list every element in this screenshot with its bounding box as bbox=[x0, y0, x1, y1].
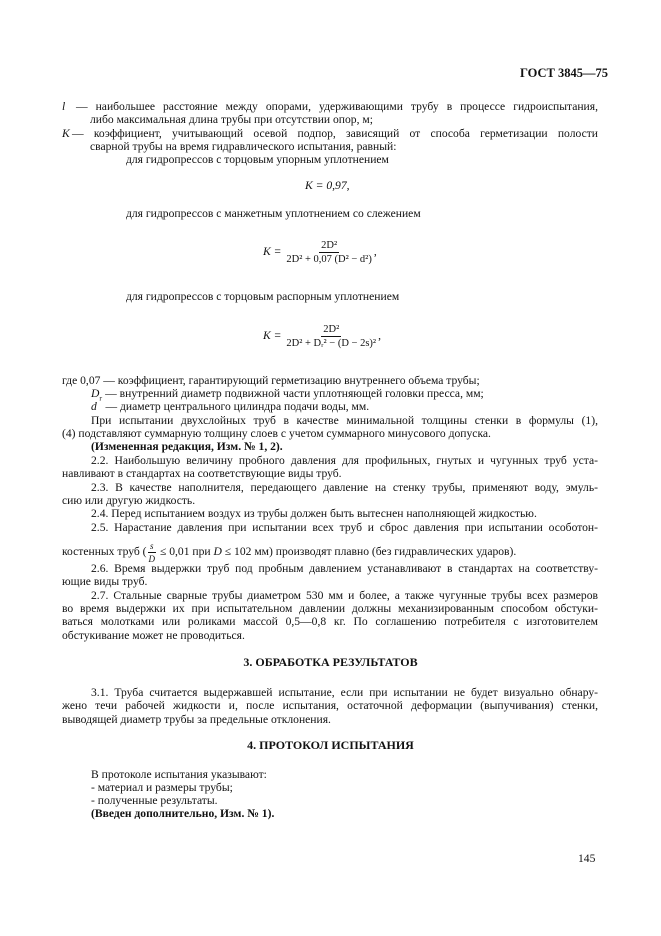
list-item: - материал и размеры трубы; bbox=[91, 781, 233, 794]
formula-comma: , bbox=[373, 245, 377, 259]
text-line bbox=[91, 400, 369, 413]
formula-numerator: 2D² bbox=[321, 240, 338, 251]
text-line: выводящей диаметр трубы за предельные отклонения. bbox=[62, 713, 331, 726]
text: костенных труб ( bbox=[62, 545, 147, 559]
section-heading-4: 4. ПРОТОКОЛ ИСПЫТАНИЯ bbox=[247, 738, 414, 752]
text-line: 2.5. Нарастание давления при испытании всех труб и сброс давления при испытании особотон- bbox=[91, 521, 598, 534]
formula-numerator: 2D² bbox=[323, 324, 340, 335]
symbol-d-small: d bbox=[91, 400, 97, 413]
formula-denominator: 2D² + 0,07 (D² − d²) bbox=[286, 254, 372, 265]
symbol-d: D bbox=[91, 387, 100, 400]
symbol-l: l bbox=[62, 100, 66, 113]
text-line: сварной трубы на время гидравлического испытания, равный: bbox=[90, 140, 397, 153]
text-line: навливают в стандартах на соответствующие виды труб. bbox=[62, 467, 342, 480]
text-line: 2.3. В качестве наполнителя, передающего давление на стенку трубы, применяют воду, эмуль- bbox=[91, 481, 598, 494]
text-line: 2.6. Время выдержки труб под пробным давлением устанавливают в стандартах на соответству- bbox=[91, 562, 598, 575]
fraction-denominator: D bbox=[148, 554, 156, 564]
formula-k-expansion bbox=[263, 324, 381, 349]
text-line: — наибольшее расстояние между опорами, удерживающими трубу в процессе гидроиспытания, bbox=[76, 100, 598, 113]
symbol-d: D bbox=[213, 545, 222, 559]
formula-lhs: K = bbox=[263, 245, 282, 259]
formula-denominator: 2D² + Dᵣ² − (D − 2s)² bbox=[286, 338, 377, 349]
text-line: (4) подставляют суммарную толщину слоев с учетом суммарного минусового допуска. bbox=[62, 427, 491, 440]
text-line: для гидропрессов с торцовым упорным уплотнением bbox=[126, 153, 389, 166]
amendment-note: (Введен дополнительно, Изм. № 1). bbox=[91, 807, 275, 820]
symbol-k: K bbox=[62, 127, 70, 140]
text-line: для гидропрессов с торцовым распорным уплотнением bbox=[126, 290, 400, 303]
fraction-numerator: s bbox=[150, 541, 154, 551]
text-line: ваться молотками или роликами массой 0,5—0,8 кг. По соглашению потребителя с изготовителем bbox=[62, 615, 598, 628]
text-line: — коэффициент, учитывающий осевой подпор, зависящий от способа герметизации полости bbox=[72, 127, 598, 140]
formula-comma: , bbox=[378, 329, 381, 343]
text-line: либо максимальная длина трубы при отсутствии опор, м; bbox=[90, 113, 373, 126]
text: ≤ 102 мм) производят плавно (без гидравлических ударов). bbox=[224, 545, 517, 559]
text-line bbox=[62, 541, 516, 564]
text-line: жено течи рабочей жидкости и, после испытания, остаточной деформации (выпучивания) стенки, bbox=[62, 699, 598, 712]
text-line: во время выдержки их при испытательном давлении должны механизированным способом обстуки- bbox=[62, 602, 598, 615]
formula-lhs: K = bbox=[263, 329, 282, 343]
text-line: В протоколе испытания указывают: bbox=[91, 768, 267, 781]
text-line: сию или другую жидкость. bbox=[62, 494, 196, 507]
text-line: 2.4. Перед испытанием воздух из трубы должен быть вытеснен наполняющей жидкостью. bbox=[91, 507, 537, 520]
definition: — внутренний диаметр подвижной части уплотняющей головки пресса, мм; bbox=[105, 387, 484, 400]
text: ≤ 0,01 при bbox=[159, 545, 211, 559]
formula-k-097: K = 0,97, bbox=[305, 179, 350, 192]
list-item: - полученные результаты. bbox=[91, 794, 218, 807]
text-line: ющие виды труб. bbox=[62, 575, 148, 588]
text-line: где 0,07 — коэффициент, гарантирующий герметизацию внутреннего объема трубы; bbox=[62, 374, 480, 387]
text-line: 2.2. Наибольшую величину пробного давления для профильных, гнутых и чугунных труб уста- bbox=[91, 454, 598, 467]
text-line: При испытании двухслойных труб в качестве минимальной толщины стенки в формулы (1), bbox=[91, 414, 598, 427]
text-line: 3.1. Труба считается выдержавшей испытание, если при испытании не будет визуально обнару- bbox=[91, 686, 598, 699]
page-number: 145 bbox=[578, 852, 596, 865]
section-heading-3: 3. ОБРАБОТКА РЕЗУЛЬТАТОВ bbox=[243, 655, 418, 669]
document-header: ГОСТ 3845—75 bbox=[520, 66, 609, 80]
text-line: для гидропрессов с манжетным уплотнением со слежением bbox=[126, 207, 421, 220]
definition: — диаметр центрального цилиндра подачи воды, мм. bbox=[105, 400, 370, 413]
text-line: 2.7. Стальные сварные трубы диаметром 530 мм и более, а также чугунные трубы всех размеров bbox=[91, 589, 598, 602]
text-line: обстукивание может не проводиться. bbox=[62, 629, 245, 642]
subscript: г bbox=[99, 394, 103, 403]
formula-k-cuff bbox=[263, 240, 377, 265]
amendment-note: (Измененная редакция, Изм. № 1, 2). bbox=[91, 440, 283, 453]
